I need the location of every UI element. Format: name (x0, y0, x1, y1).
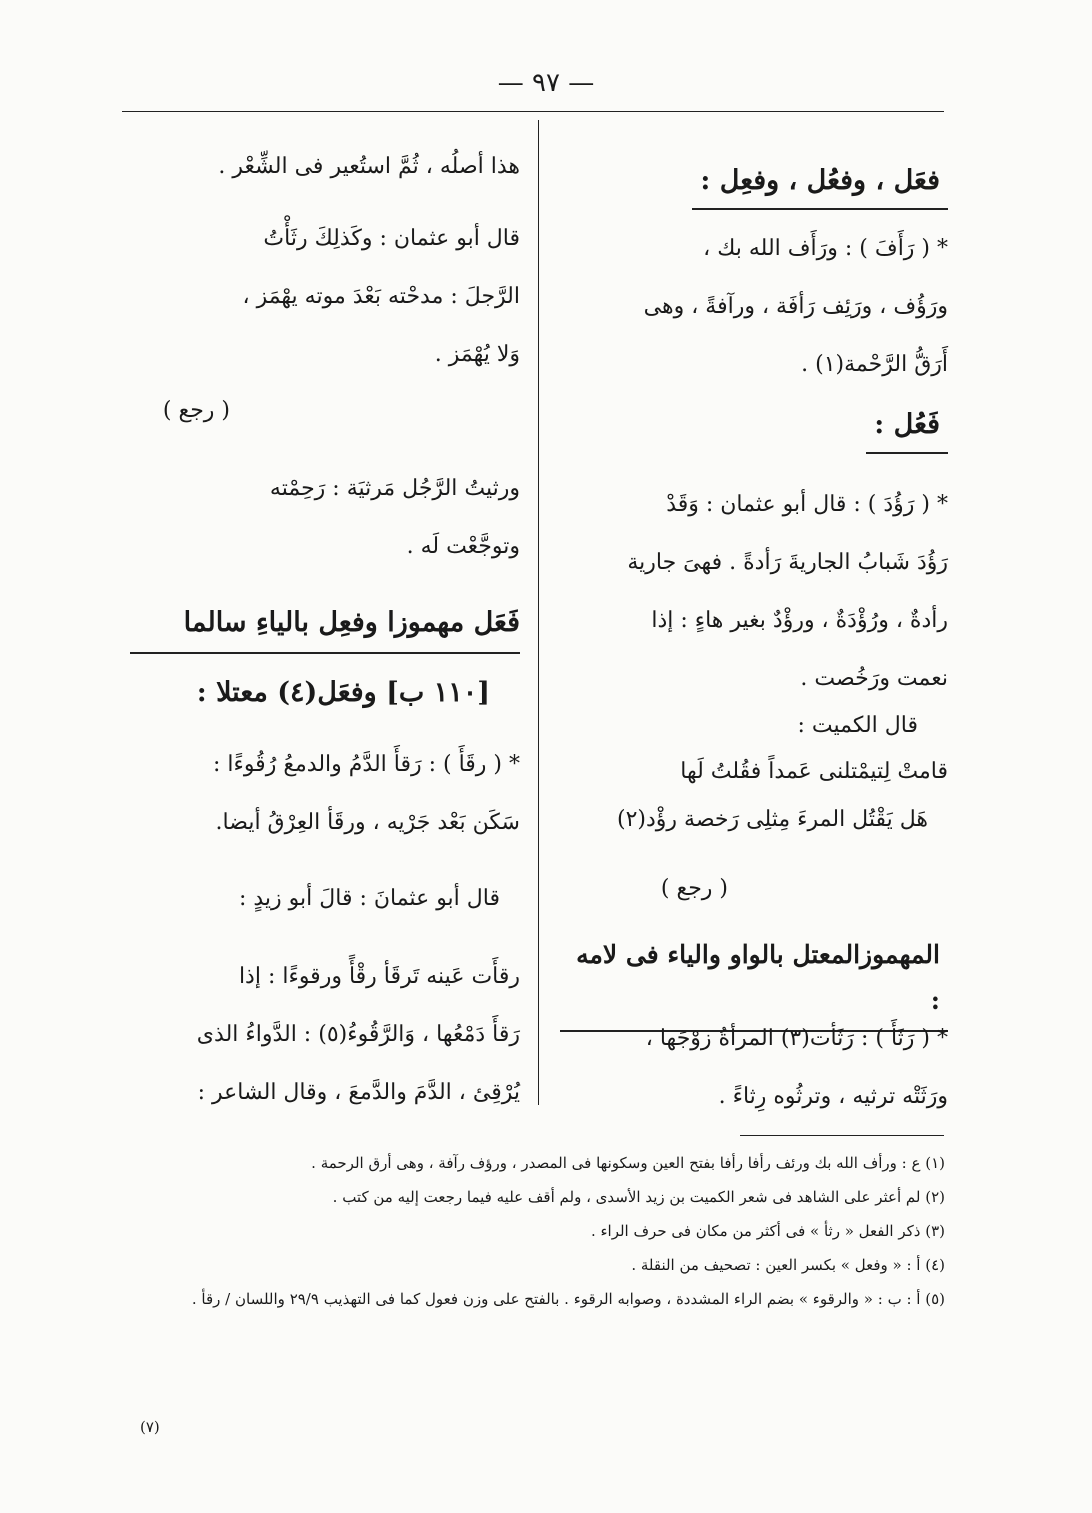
footnote: (٢) لم أعثر على الشاهد فى شعر الكميت بن زيد الأسدى ، ولم أقف عليه فيما رجعت إليه من كتب . (332, 1188, 945, 1206)
section-heading: المهموزالمعتل بالواو والياء فى لامه : (560, 932, 948, 1032)
entry-continuation: هذا أصلُه ، ثُمَّ استُعير فى الشِّعْر . قال أبو عثمان : وكَذلِكَ رثَأْتُ الرَّجلَ : مدحْته بَعْدَ موته يهْمَز ، وَلا يُهْمَز . (218, 154, 520, 367)
page-number: — ٩٧ — (497, 68, 595, 98)
footnote: (٥) أ : ب : « والرقوء » بضم الراء المشددة ، وصوابه الرقوء . بالفتح على وزن فعول كما فى التهذيب ٢٩/٩ واللسان / رقأ . (191, 1290, 945, 1308)
root-marker: ( رجع ) (162, 398, 230, 423)
header-rule (122, 111, 944, 112)
signature-mark: (٧) (140, 1418, 160, 1436)
section-heading: فَعَل مهموزا وفعِل بالياءِ سالما (130, 600, 520, 654)
column-divider (538, 120, 539, 1105)
entry-raqaa: * ( رقَأَ ) : رَقأَ الدَّمُ والدمعُ رُقُوءًا : سَكَن بَعْد جَرْيه ، ورقَأ العِرْقُ أيضا. (212, 752, 520, 835)
entry-rauda: * ( رَؤُدَ ) : قال أبو عثمان : وَقَدْ رَؤُدَ شَبابُ الجاريةَ رَأدةً . فهىَ جارية رأدةٌ ، ورُؤْدَةٌ ، ورؤْدٌ بغير هاءٍ : إذا نعمت ورَخُصت . (627, 492, 948, 691)
section-heading: فعَل ، وفعُل ، وفعِل : (692, 158, 948, 210)
footnote-rule (740, 1135, 944, 1136)
verse: قامتْ لِتيمْتلنى عَمداً فقُلتُ لَها هَل يَقْتُل المرءَ مِثلِى رَخصة رؤْد(٢) (617, 759, 948, 832)
footnotes (125, 1150, 945, 1320)
footnote: (٤) أ : « وفعل » بكسر العين : تصحيف من النقلة . (631, 1256, 945, 1274)
entry-abu-zayd: قال أبو عثمانَ : قالَ أبو زيدٍ : (238, 886, 500, 911)
footnote: (١) ع : ورأف الله بك ورئف رأفا رأفا بفتح العين وسكونها فى المصدر ، ورؤف رآفة ، وهى أرق الرحمة . (311, 1154, 945, 1172)
section-heading: فَعُل : (866, 402, 948, 454)
root-marker: ( رجع ) (660, 876, 728, 901)
footnote: (٣) ذكر الفعل « رثأ » فى أكثر من مكان فى حرف الراء . (590, 1222, 945, 1240)
poet-attribution: قال الكميت : (797, 713, 918, 738)
entry-rathaa: * ( رَثَأَ ) : رَثَأت(٣) المرأةُ زوْجَها ، ورَثَتْه ترثيه ، وترثُوه رِثاءً . (645, 1026, 948, 1109)
entry-rathaytu: ورثيتُ الرَّجُل مَرثيَة : رَحِمْته وتوجَّعْت لَه . (269, 476, 520, 559)
section-heading: [١١٠ ب] وفعَل(٤) معتلا : (196, 677, 490, 708)
entry-raafa: * ( رَأَفَ ) : ورَأَف الله بك ، ورَؤُف ، ورَئِف رَأفَة ، ورآفةً ، وهى أَرَقُّ الرَّحْمة(١) . (643, 236, 948, 377)
entry-raqaat: رقأَت عَينه تَرقَأ رقْأً ورقوءًا : إذا رَقأَ دَمْعُها ، وَالرَّقُوءُ(٥) : الدَّواءُ الذى يُرْقِئ ، الدَّمَ والدَّمعَ ، وقال الشاعر : (196, 964, 520, 1105)
